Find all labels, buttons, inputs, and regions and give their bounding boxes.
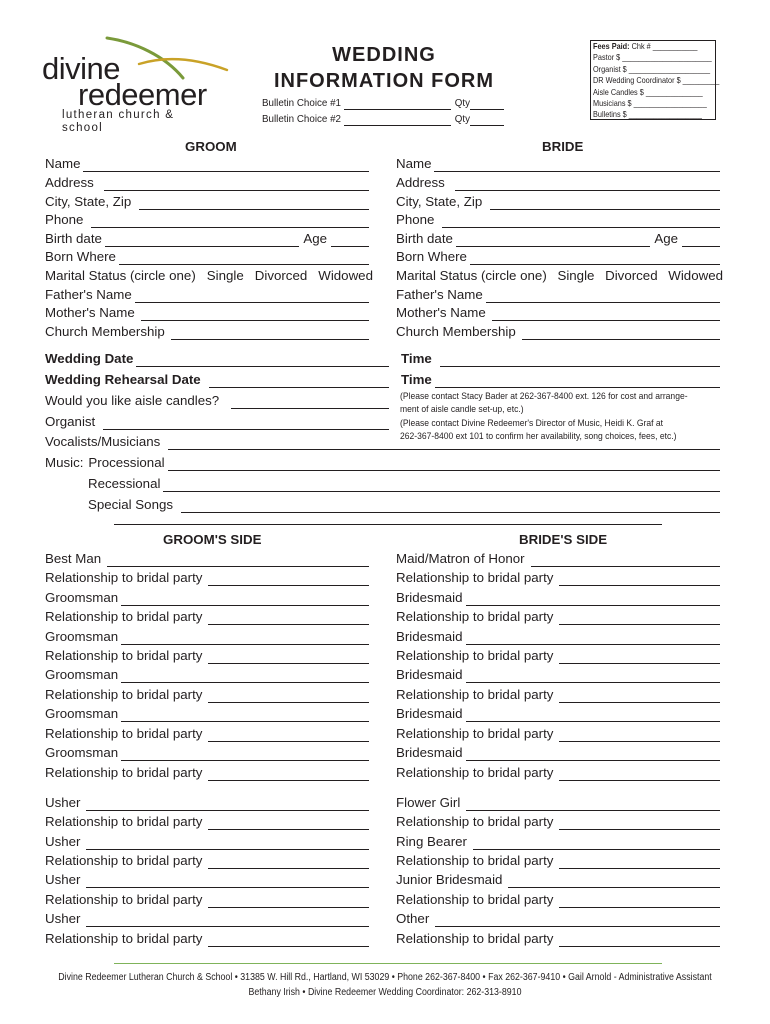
bride-marital-label: Marital Status (circle one) <box>396 268 547 283</box>
groom-name-field[interactable] <box>45 156 369 172</box>
bride_side-blank[interactable] <box>466 670 720 683</box>
fees-aisle-candles[interactable]: Aisle Candles $ ______________ <box>593 86 703 97</box>
groom_side-row-groomsman[interactable] <box>45 590 369 606</box>
groom-marital-single[interactable]: Single <box>206 268 244 283</box>
bride_side-blank[interactable] <box>559 690 720 703</box>
groom_side-blank[interactable] <box>208 856 369 869</box>
bride_side-blank[interactable] <box>531 554 720 567</box>
bride_side-row-relationship[interactable] <box>396 648 720 664</box>
bride-name-label: Name <box>396 156 432 171</box>
bride_side-row-ring-bearer[interactable] <box>396 834 720 850</box>
groom-mother-label: Mother's Name <box>45 305 135 320</box>
footer-coordinator-line: Bethany Irish • Divine Redeemer Wedding Coordinator: 262-313-8910 <box>248 987 522 998</box>
music-director-note-2: 262-367-8400 ext 101 to confirm her availability, song choices, fees, etc.) <box>400 431 677 442</box>
groom_side-label-usher: Usher <box>45 795 81 810</box>
groom_side-label-relationship: Relationship to bridal party <box>45 687 203 702</box>
bride_side-row-relationship[interactable] <box>396 687 720 703</box>
bride_side-row-bridesmaid[interactable] <box>396 706 720 722</box>
groom_side-row-relationship[interactable] <box>45 814 369 830</box>
groom_side-row-relationship[interactable] <box>45 648 369 664</box>
bride_side-row-maid[interactable] <box>396 551 720 567</box>
groom_side-label-usher: Usher <box>45 911 81 926</box>
bride_side-blank[interactable] <box>466 709 720 722</box>
groom_side-label-usher: Usher <box>45 834 81 849</box>
groom_side-row-groomsman[interactable] <box>45 706 369 722</box>
groom-heading: GROOM <box>185 139 237 154</box>
bride-church-field[interactable] <box>396 324 720 340</box>
bulletin-choice-1[interactable] <box>262 98 504 110</box>
bride-address-label: Address <box>396 175 445 190</box>
groom_side-label-groomsman: Groomsman <box>45 745 119 760</box>
groom-age-blank[interactable] <box>331 234 369 247</box>
bride_side-blank[interactable] <box>466 632 720 645</box>
bulletin-choice-2-qty-blank[interactable] <box>470 116 504 126</box>
groom_side-label-relationship: Relationship to bridal party <box>45 648 203 663</box>
groom_side-row-usher[interactable] <box>45 834 369 850</box>
bride_side-blank[interactable] <box>559 856 720 869</box>
groom_side-blank[interactable] <box>121 748 369 761</box>
groom_side-label-relationship: Relationship to bridal party <box>45 853 203 868</box>
groom_side-row-groomsman[interactable] <box>45 667 369 683</box>
groom-name-label: Name <box>45 156 81 171</box>
groom_side-row-relationship[interactable] <box>45 609 369 625</box>
groom-birth-field[interactable] <box>45 231 369 247</box>
groom_side-blank[interactable] <box>208 573 369 586</box>
wedding-time-label: Time <box>401 351 432 366</box>
bride_side-label-flower-girl: Flower Girl <box>396 795 461 810</box>
bride_side-row-junior[interactable] <box>396 872 720 888</box>
bride-phone-field[interactable] <box>396 212 720 228</box>
groom_side-blank[interactable] <box>208 895 369 908</box>
grooms-side-heading: GROOM'S SIDE <box>163 532 262 547</box>
bride_side-row-relationship[interactable] <box>396 609 720 625</box>
bulletin-choice-2-blank[interactable] <box>344 116 451 126</box>
bride_side-blank[interactable] <box>559 934 720 947</box>
special-songs-field[interactable] <box>88 497 720 513</box>
groom_side-blank[interactable] <box>121 709 369 722</box>
bride_side-label-bridesmaid: Bridesmaid <box>396 629 463 644</box>
brides-side-heading: BRIDE'S SIDE <box>519 532 608 547</box>
rehearsal-date-label: Wedding Rehearsal Date <box>45 372 201 387</box>
groom-father-field[interactable] <box>45 287 369 303</box>
aisle-candles-field[interactable] <box>45 393 389 409</box>
bride-name-field[interactable] <box>396 156 720 172</box>
bride_side-label-bridesmaid: Bridesmaid <box>396 667 463 682</box>
bride-heading: BRIDE <box>542 139 584 154</box>
groom_side-blank[interactable] <box>121 632 369 645</box>
bride_side-label-ring-bearer: Ring Bearer <box>396 834 467 849</box>
groom_side-label-relationship: Relationship to bridal party <box>45 570 203 585</box>
groom_side-label-best-man: Best Man <box>45 551 102 566</box>
bride_side-label-relationship: Relationship to bridal party <box>396 814 554 829</box>
bride-age-label: Age <box>654 231 678 246</box>
bulletin-choice-2[interactable] <box>262 114 504 126</box>
bride_side-blank[interactable] <box>559 895 720 908</box>
groom_side-blank[interactable] <box>86 837 369 850</box>
bride_side-label-relationship: Relationship to bridal party <box>396 931 554 946</box>
groom_side-row-usher[interactable] <box>45 872 369 888</box>
groom_side-row-relationship[interactable] <box>45 892 369 908</box>
form-title-line2: INFORMATION FORM <box>273 70 495 92</box>
groom_side-blank[interactable] <box>208 817 369 830</box>
groom_side-blank[interactable] <box>208 651 369 664</box>
rehearsal-time-field[interactable] <box>401 372 720 388</box>
recessional-label: Recessional <box>88 476 161 491</box>
bulletin-choice-1-label: Bulletin Choice #1 <box>262 98 341 109</box>
groom_side-blank[interactable] <box>121 593 369 606</box>
rehearsal-date-field[interactable] <box>45 372 389 388</box>
groom-birth-label: Birth date <box>45 231 102 246</box>
groom_side-row-relationship[interactable] <box>45 765 369 781</box>
groom-marital-divorced[interactable]: Divorced <box>254 268 308 283</box>
bride_side-blank[interactable] <box>559 729 720 742</box>
bride_side-row-relationship[interactable] <box>396 726 720 742</box>
bride_side-blank[interactable] <box>435 914 720 927</box>
bride_side-row-relationship[interactable] <box>396 765 720 781</box>
groom-phone-field[interactable] <box>45 212 369 228</box>
groom_side-row-relationship[interactable] <box>45 853 369 869</box>
groom-marital-label: Marital Status (circle one) <box>45 268 196 283</box>
fees-musicians[interactable]: Musicians $ __________________ <box>593 98 707 109</box>
bride_side-row-relationship[interactable] <box>396 814 720 830</box>
groom_side-label-relationship: Relationship to bridal party <box>45 814 203 829</box>
vocalists-field[interactable] <box>45 434 720 450</box>
bulletin-choice-2-qty: Qty <box>454 114 470 125</box>
groom-father-label: Father's Name <box>45 287 132 302</box>
bulletin-choice-2-label: Bulletin Choice #2 <box>262 114 341 125</box>
bride-city-label: City, State, Zip <box>396 194 483 209</box>
groom_side-label-groomsman: Groomsman <box>45 667 119 682</box>
bride-father-label: Father's Name <box>396 287 483 302</box>
bride-phone-label: Phone <box>396 212 435 227</box>
bride-address-field[interactable] <box>396 175 720 191</box>
fees-pastor[interactable]: Pastor $ ______________________ <box>593 52 712 63</box>
groom_side-blank[interactable] <box>86 798 369 811</box>
fees-coordinator[interactable]: DR Wedding Coordinator $ _________ <box>593 75 720 86</box>
processional-field[interactable] <box>45 455 720 471</box>
bride-marital-single[interactable]: Single <box>557 268 595 283</box>
aisle-candles-note-2: ment of aisle candle set-up, etc.) <box>400 404 524 415</box>
groom_side-label-relationship: Relationship to bridal party <box>45 931 203 946</box>
bride_side-row-relationship[interactable] <box>396 853 720 869</box>
bride_side-blank[interactable] <box>466 798 720 811</box>
bride_side-label-relationship: Relationship to bridal party <box>396 726 554 741</box>
bride_side-row-other[interactable] <box>396 911 720 927</box>
groom-born-where-label: Born Where <box>45 249 116 264</box>
bride_side-row-flower-girl[interactable] <box>396 795 720 811</box>
bride_side-blank[interactable] <box>466 593 720 606</box>
bride-mother-label: Mother's Name <box>396 305 486 320</box>
groom_side-label-groomsman: Groomsman <box>45 629 119 644</box>
processional-label: Processional <box>88 455 165 470</box>
groom_side-row-relationship[interactable] <box>45 687 369 703</box>
bride-marital-divorced[interactable]: Divorced <box>605 268 658 283</box>
bride_side-blank[interactable] <box>559 651 720 664</box>
bride_side-row-bridesmaid[interactable] <box>396 590 720 606</box>
bride-birth-field[interactable] <box>396 231 720 247</box>
groom_side-blank[interactable] <box>86 914 369 927</box>
groom_side-blank[interactable] <box>208 729 369 742</box>
groom_side-blank[interactable] <box>107 554 369 567</box>
groom_side-label-groomsman: Groomsman <box>45 706 119 721</box>
bride_side-label-relationship: Relationship to bridal party <box>396 609 554 624</box>
form-title-line1: WEDDING <box>332 44 436 66</box>
groom_side-row-usher[interactable] <box>45 911 369 927</box>
bride_side-label-relationship: Relationship to bridal party <box>396 648 554 663</box>
bride-born-where-label: Born Where <box>396 249 467 264</box>
vocalists-label: Vocalists/Musicians <box>45 434 161 449</box>
groom-church-label: Church Membership <box>45 324 165 339</box>
bride_side-blank[interactable] <box>508 875 720 888</box>
bride_side-label-bridesmaid: Bridesmaid <box>396 706 463 721</box>
bride_side-blank[interactable] <box>466 748 720 761</box>
bride_side-row-bridesmaid[interactable] <box>396 629 720 645</box>
bulletin-choice-1-qty: Qty <box>454 98 470 109</box>
bride_side-label-relationship: Relationship to bridal party <box>396 853 554 868</box>
groom_side-row-relationship[interactable] <box>45 931 369 947</box>
church-logo <box>40 34 215 134</box>
music-label: Music: <box>45 455 84 470</box>
groom_side-blank[interactable] <box>208 768 369 781</box>
bride_side-blank[interactable] <box>559 573 720 586</box>
special-songs-label: Special Songs <box>88 497 174 512</box>
bride-marital-status <box>396 268 723 284</box>
groom_side-blank[interactable] <box>208 612 369 625</box>
groom-city-label: City, State, Zip <box>45 194 132 209</box>
bride_side-label-relationship: Relationship to bridal party <box>396 687 554 702</box>
logo-word-divine: divine <box>42 51 120 86</box>
bride_side-label-other: Other <box>396 911 430 926</box>
bride_side-blank[interactable] <box>473 837 720 850</box>
bride_side-label-junior: Junior Bridesmaid <box>396 872 503 887</box>
organist-field[interactable] <box>45 414 389 430</box>
groom-phone-label: Phone <box>45 212 84 227</box>
bride_side-row-bridesmaid[interactable] <box>396 745 720 761</box>
groom_side-blank[interactable] <box>208 690 369 703</box>
groom_side-label-relationship: Relationship to bridal party <box>45 609 203 624</box>
groom_side-row-groomsman[interactable] <box>45 629 369 645</box>
groom_side-blank[interactable] <box>208 934 369 947</box>
groom-age-label: Age <box>303 231 327 246</box>
bride_side-row-relationship[interactable] <box>396 931 720 947</box>
bride-mother-field[interactable] <box>396 305 720 321</box>
groom_side-label-relationship: Relationship to bridal party <box>45 765 203 780</box>
bulletin-choice-1-qty-blank[interactable] <box>470 100 504 110</box>
fees-organist[interactable]: Organist $ ____________________ <box>593 63 711 74</box>
aisle-candles-note: (Please contact Stacy Bader at 262-367-8400 ext. 126 for cost and arrange- <box>400 391 688 402</box>
recessional-field[interactable] <box>88 476 720 492</box>
wedding-date-label: Wedding Date <box>45 351 134 366</box>
groom_side-label-groomsman: Groomsman <box>45 590 119 605</box>
bride-father-field[interactable] <box>396 287 720 303</box>
fees-paid-box <box>590 40 720 120</box>
bride_side-label-relationship: Relationship to bridal party <box>396 892 554 907</box>
bride_side-label-bridesmaid: Bridesmaid <box>396 590 463 605</box>
bulletin-choice-1-blank[interactable] <box>344 100 451 110</box>
groom-city-field[interactable] <box>45 194 369 210</box>
groom_side-row-relationship[interactable] <box>45 570 369 586</box>
bride_side-blank[interactable] <box>559 612 720 625</box>
music-director-note: (Please contact Divine Redeemer's Director of Music, Heidi K. Graf at <box>400 418 663 429</box>
bride_side-row-relationship[interactable] <box>396 892 720 908</box>
wedding-time-field[interactable] <box>401 351 720 367</box>
logo-tagline: lutheran church & school <box>62 109 175 134</box>
bride_side-row-bridesmaid[interactable] <box>396 667 720 683</box>
aisle-candles-label: Would you like aisle candles? <box>45 393 220 408</box>
groom-address-field[interactable] <box>45 175 369 191</box>
logo-word-redeemer: redeemer <box>78 77 207 112</box>
bride-marital-widowed[interactable]: Widowed <box>668 268 723 283</box>
bride_side-blank[interactable] <box>559 817 720 830</box>
footer-contact-line: Divine Redeemer Lutheran Church & School • 31385 W. Hill Rd., Hartland, WI 53029 • Phone 262-367-8400 • Fax 262-367-9410 • Gail Arnold - Administrative Assistant <box>58 972 712 983</box>
groom_side-blank[interactable] <box>121 670 369 683</box>
bride_side-label-relationship: Relationship to bridal party <box>396 765 554 780</box>
bride-church-label: Church Membership <box>396 324 516 339</box>
bride-birth-label: Birth date <box>396 231 453 246</box>
groom_side-label-relationship: Relationship to bridal party <box>45 892 203 907</box>
groom_side-row-best-man[interactable] <box>45 551 369 567</box>
wedding-date-field[interactable] <box>45 351 389 367</box>
bride_side-label-maid: Maid/Matron of Honor <box>396 551 525 566</box>
bride_side-blank[interactable] <box>559 768 720 781</box>
groom-born-where-field[interactable] <box>45 249 369 265</box>
groom_side-row-groomsman[interactable] <box>45 745 369 761</box>
fees-header-row: Fees Paid: Chk # ___________ <box>593 41 698 51</box>
groom_side-label-relationship: Relationship to bridal party <box>45 726 203 741</box>
rehearsal-time-label: Time <box>401 372 432 387</box>
groom_side-label-usher: Usher <box>45 872 81 887</box>
groom-church-field[interactable] <box>45 324 369 340</box>
organist-label: Organist <box>45 414 96 429</box>
groom-marital-widowed[interactable]: Widowed <box>318 268 373 283</box>
section-divider <box>114 524 662 525</box>
groom_side-blank[interactable] <box>86 875 369 888</box>
groom-marital-status <box>45 268 373 284</box>
bride_side-label-bridesmaid: Bridesmaid <box>396 745 463 760</box>
bride_side-label-relationship: Relationship to bridal party <box>396 570 554 585</box>
bride-born-where-field[interactable] <box>396 249 720 265</box>
bride-age-blank[interactable] <box>682 234 720 247</box>
bride_side-row-relationship[interactable] <box>396 570 720 586</box>
groom_side-row-usher[interactable] <box>45 795 369 811</box>
groom-address-label: Address <box>45 175 94 190</box>
bride-city-field[interactable] <box>396 194 720 210</box>
fees-bulletins[interactable]: Bulletins $ __________________ <box>593 109 702 120</box>
groom-mother-field[interactable] <box>45 305 369 321</box>
footer-divider <box>114 963 662 964</box>
groom_side-row-relationship[interactable] <box>45 726 369 742</box>
